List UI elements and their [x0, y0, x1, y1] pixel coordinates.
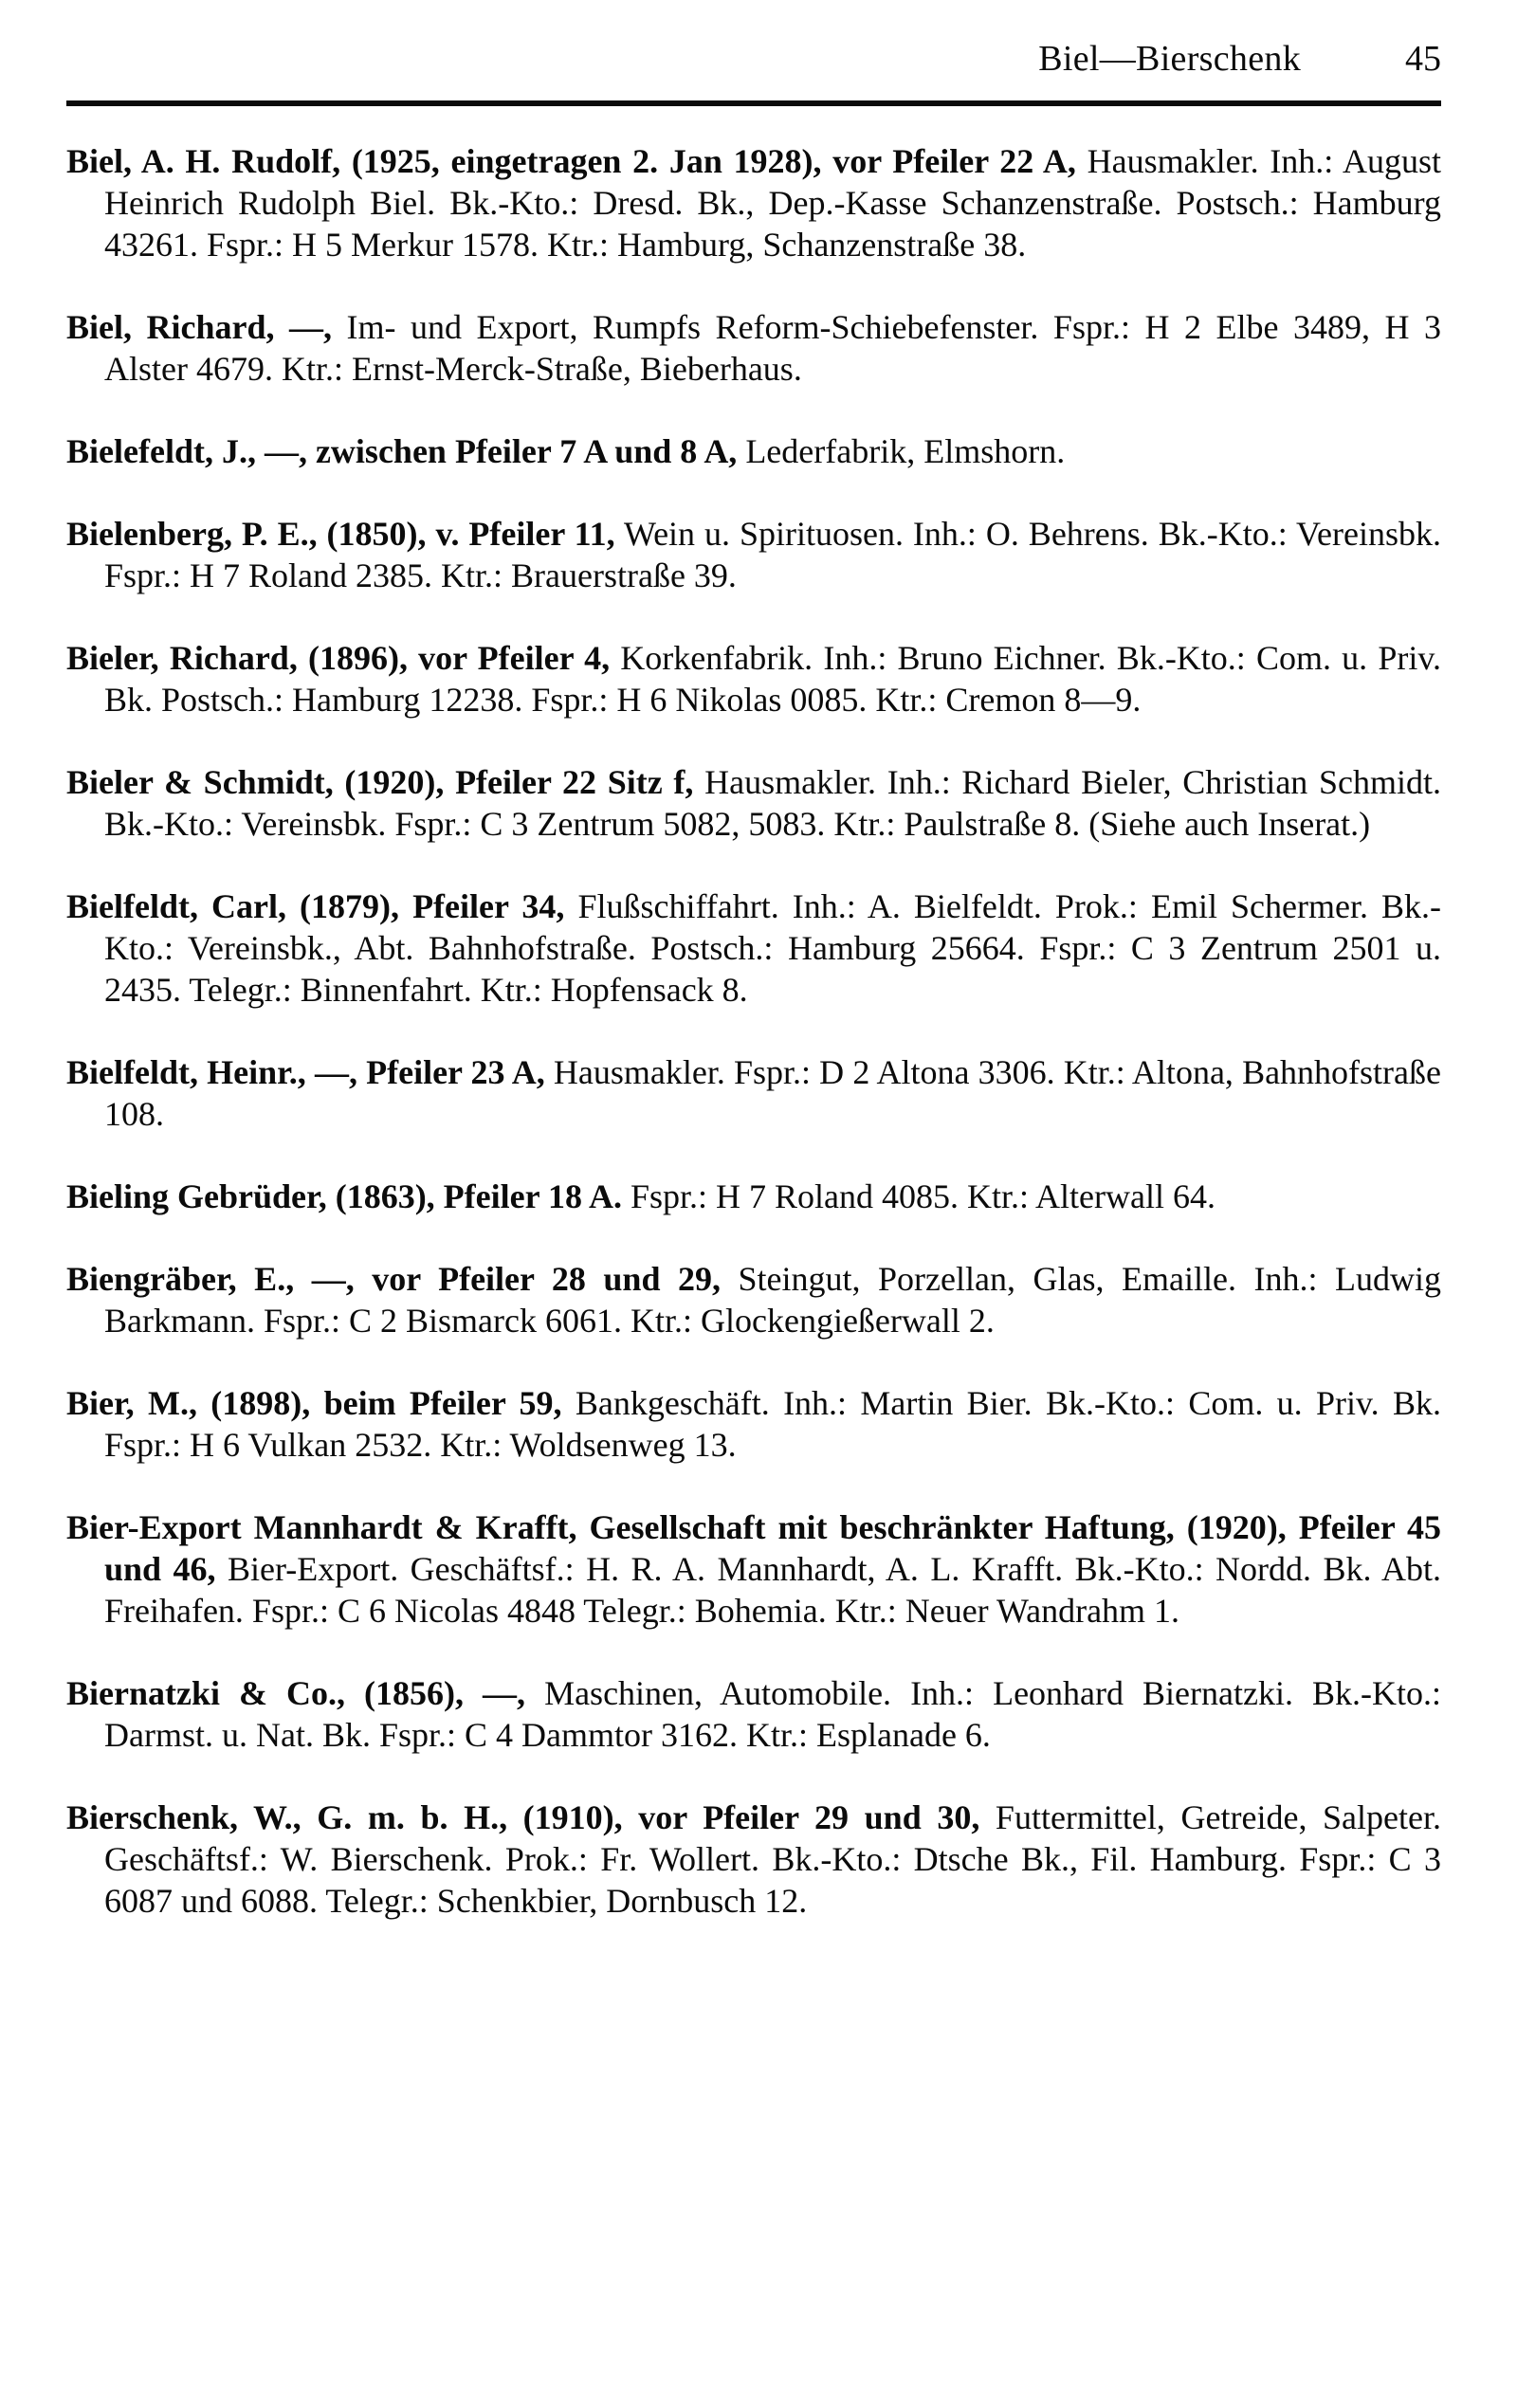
entry-details: Lederfabrik, Elmshorn. — [737, 432, 1066, 470]
directory-entry — [66, 761, 1441, 845]
entry-name: Bielfeldt, Heinr., — [66, 1053, 306, 1091]
directory-entry — [66, 306, 1441, 390]
directory-entry — [66, 1797, 1441, 1922]
entry-name: Bier, M., — [66, 1384, 197, 1422]
directory-entry — [66, 1672, 1441, 1756]
entry-list — [66, 140, 1441, 1922]
entry-name: Bieling Gebrüder, — [66, 1177, 327, 1215]
directory-entry — [66, 637, 1441, 721]
entry-location: (1920), Pfeiler 22 Sitz f, — [333, 763, 694, 801]
entry-details: Bier-Export. Geschäftsf.: H. R. A. Mannhardt, A. L. Krafft. Bk.-Kto.: Nordd. Bk. Abt. Freihafen. Fspr.: C 6 Nicolas 4848 Telegr.: Bohemia. Ktr.: Neuer Wandrahm 1. — [104, 1550, 1441, 1630]
entry-name: Bielefeldt, J., — [66, 432, 256, 470]
directory-entry — [66, 1176, 1441, 1217]
directory-entry — [66, 1382, 1441, 1466]
entry-details: Maschinen, Automobile. Inh.: Leonhard Biernatzki. Bk.-Kto.: Darmst. u. Nat. Bk. Fspr.: C 4 Dammtor 3162. Ktr.: Esplanade 6. — [104, 1674, 1442, 1754]
entry-location: (1863), Pfeiler 18 A. — [326, 1177, 622, 1215]
entry-name: Biernatzki & Co., — [66, 1674, 346, 1712]
entry-location: (1879), Pfeiler 34, — [286, 887, 565, 925]
directory-entry — [66, 430, 1441, 472]
entry-location: —, Pfeiler 23 A, — [305, 1053, 545, 1091]
entry-location: —, zwischen Pfeiler 7 A und 8 A, — [255, 432, 738, 470]
entry-details: Wein u. Spirituosen. Inh.: O. Behrens. Bk.-Kto.: Vereinsbk. Fspr.: H 7 Roland 2385. Ktr.: Brauerstraße 39. — [104, 515, 1441, 594]
entry-location: —, vor Pfeiler 28 und 29, — [294, 1260, 721, 1298]
entry-details: Im- und Export, Rumpfs Reform-Schiebefenster. Fspr.: H 2 Elbe 3489, H 3 Alster 4679. Ktr.: Ernst-Merck-Straße, Bieberhaus. — [104, 308, 1441, 388]
entry-name: Biel, A. H. Rudolf, — [66, 142, 341, 180]
entry-details: Steingut, Porzellan, Glas, Emaille. Inh.: Ludwig Barkmann. Fspr.: C 2 Bismarck 6061. Ktr.: Glockengießerwall 2. — [104, 1260, 1441, 1340]
entry-details: Futtermittel, Getreide, Salpeter. Geschäftsf.: W. Bierschenk. Prok.: Fr. Wollert. Bk.-Kto.: Dtsche Bk., Fil. Hamburg. Fspr.: C 3 6087 und 6088. Telegr.: Schenkbier, Dornbusch 12. — [104, 1798, 1442, 1920]
directory-entry — [66, 1506, 1441, 1632]
entry-details: Bankgeschäft. Inh.: Martin Bier. Bk.-Kto.: Com. u. Priv. Bk. Fspr.: H 6 Vulkan 2532. Ktr.: Woldsenweg 13. — [104, 1384, 1441, 1464]
directory-entry — [66, 513, 1441, 596]
entry-details: Fspr.: H 7 Roland 4085. Ktr.: Alterwall 64. — [621, 1177, 1215, 1215]
directory-entry — [66, 885, 1441, 1011]
entry-location: (1898), beim Pfeiler 59, — [196, 1384, 562, 1422]
entry-location: (1856), —, — [345, 1674, 526, 1712]
entry-name: Bieler & Schmidt, — [66, 763, 334, 801]
entry-location: (1925, eingetragen 2. Jan 1928), vor Pfeiler 22 A, — [340, 142, 1076, 180]
entry-details: Hausmakler. Inh.: August Heinrich Rudolph Biel. Bk.-Kto.: Dresd. Bk., Dep.-Kasse Schanzenstraße. Postsch.: Hamburg 43261. Fspr.: H 5 Merkur 1578. Ktr.: Hamburg, Schanzenstraße 38. — [104, 142, 1441, 264]
entry-name: Biel, Richard, — [66, 308, 275, 346]
entry-name: Biengräber, E., — [66, 1260, 295, 1298]
entry-location: —, — [274, 308, 333, 346]
entry-details: Hausmakler. Fspr.: D 2 Altona 3306. Ktr.: Altona, Bahnhofstraße 108. — [104, 1053, 1442, 1133]
entry-details: Korkenfabrik. Inh.: Bruno Eichner. Bk.-Kto.: Com. u. Priv. Bk. Postsch.: Hamburg 12238. Fspr.: H 6 Nikolas 0085. Ktr.: Cremon 8—9. — [104, 639, 1442, 719]
directory-entry — [66, 1258, 1441, 1341]
directory-entry — [66, 1051, 1441, 1135]
page-number: 45 — [1405, 39, 1441, 79]
entry-name: Bierschenk, W., G. m. b. H., — [66, 1798, 508, 1836]
entry-details: Flußschiffahrt. Inh.: A. Bielfeldt. Prok.: Emil Schermer. Bk.-Kto.: Vereinsbk., Abt. Bahnhofstraße. Postsch.: Hamburg 25664. Fspr.: C 3 Zentrum 2501 u. 2435. Telegr.: Binnenfahrt. Ktr.: Hopfensack 8. — [104, 887, 1441, 1009]
running-head — [66, 38, 1441, 85]
running-head-title: Biel—Bierschenk — [1038, 39, 1301, 79]
header-rule — [66, 100, 1441, 106]
entry-name: Bieler, Richard, — [66, 639, 298, 677]
entry-location: (1920), Pfeiler 45 und 46, — [104, 1508, 1442, 1588]
directory-entry — [66, 140, 1441, 265]
entry-details: Hausmakler. Inh.: Richard Bieler, Christian Schmidt. Bk.-Kto.: Vereinsbk. Fspr.: C 3 Zentrum 5082, 5083. Ktr.: Paulstraße 8. (Siehe auch Inserat.) — [104, 763, 1441, 843]
entry-location: (1850), v. Pfeiler 11, — [317, 515, 615, 553]
entry-name: Bielenberg, P. E., — [66, 515, 318, 553]
entry-location: (1910), vor Pfeiler 29 und 30, — [507, 1798, 980, 1836]
entry-location: (1896), vor Pfeiler 4, — [297, 639, 611, 677]
entry-name: Bielfeldt, Carl, — [66, 887, 286, 925]
entry-name: Bier-Export Mannhardt & Krafft, Gesellschaft mit beschränkter Haftung, — [66, 1508, 1175, 1546]
